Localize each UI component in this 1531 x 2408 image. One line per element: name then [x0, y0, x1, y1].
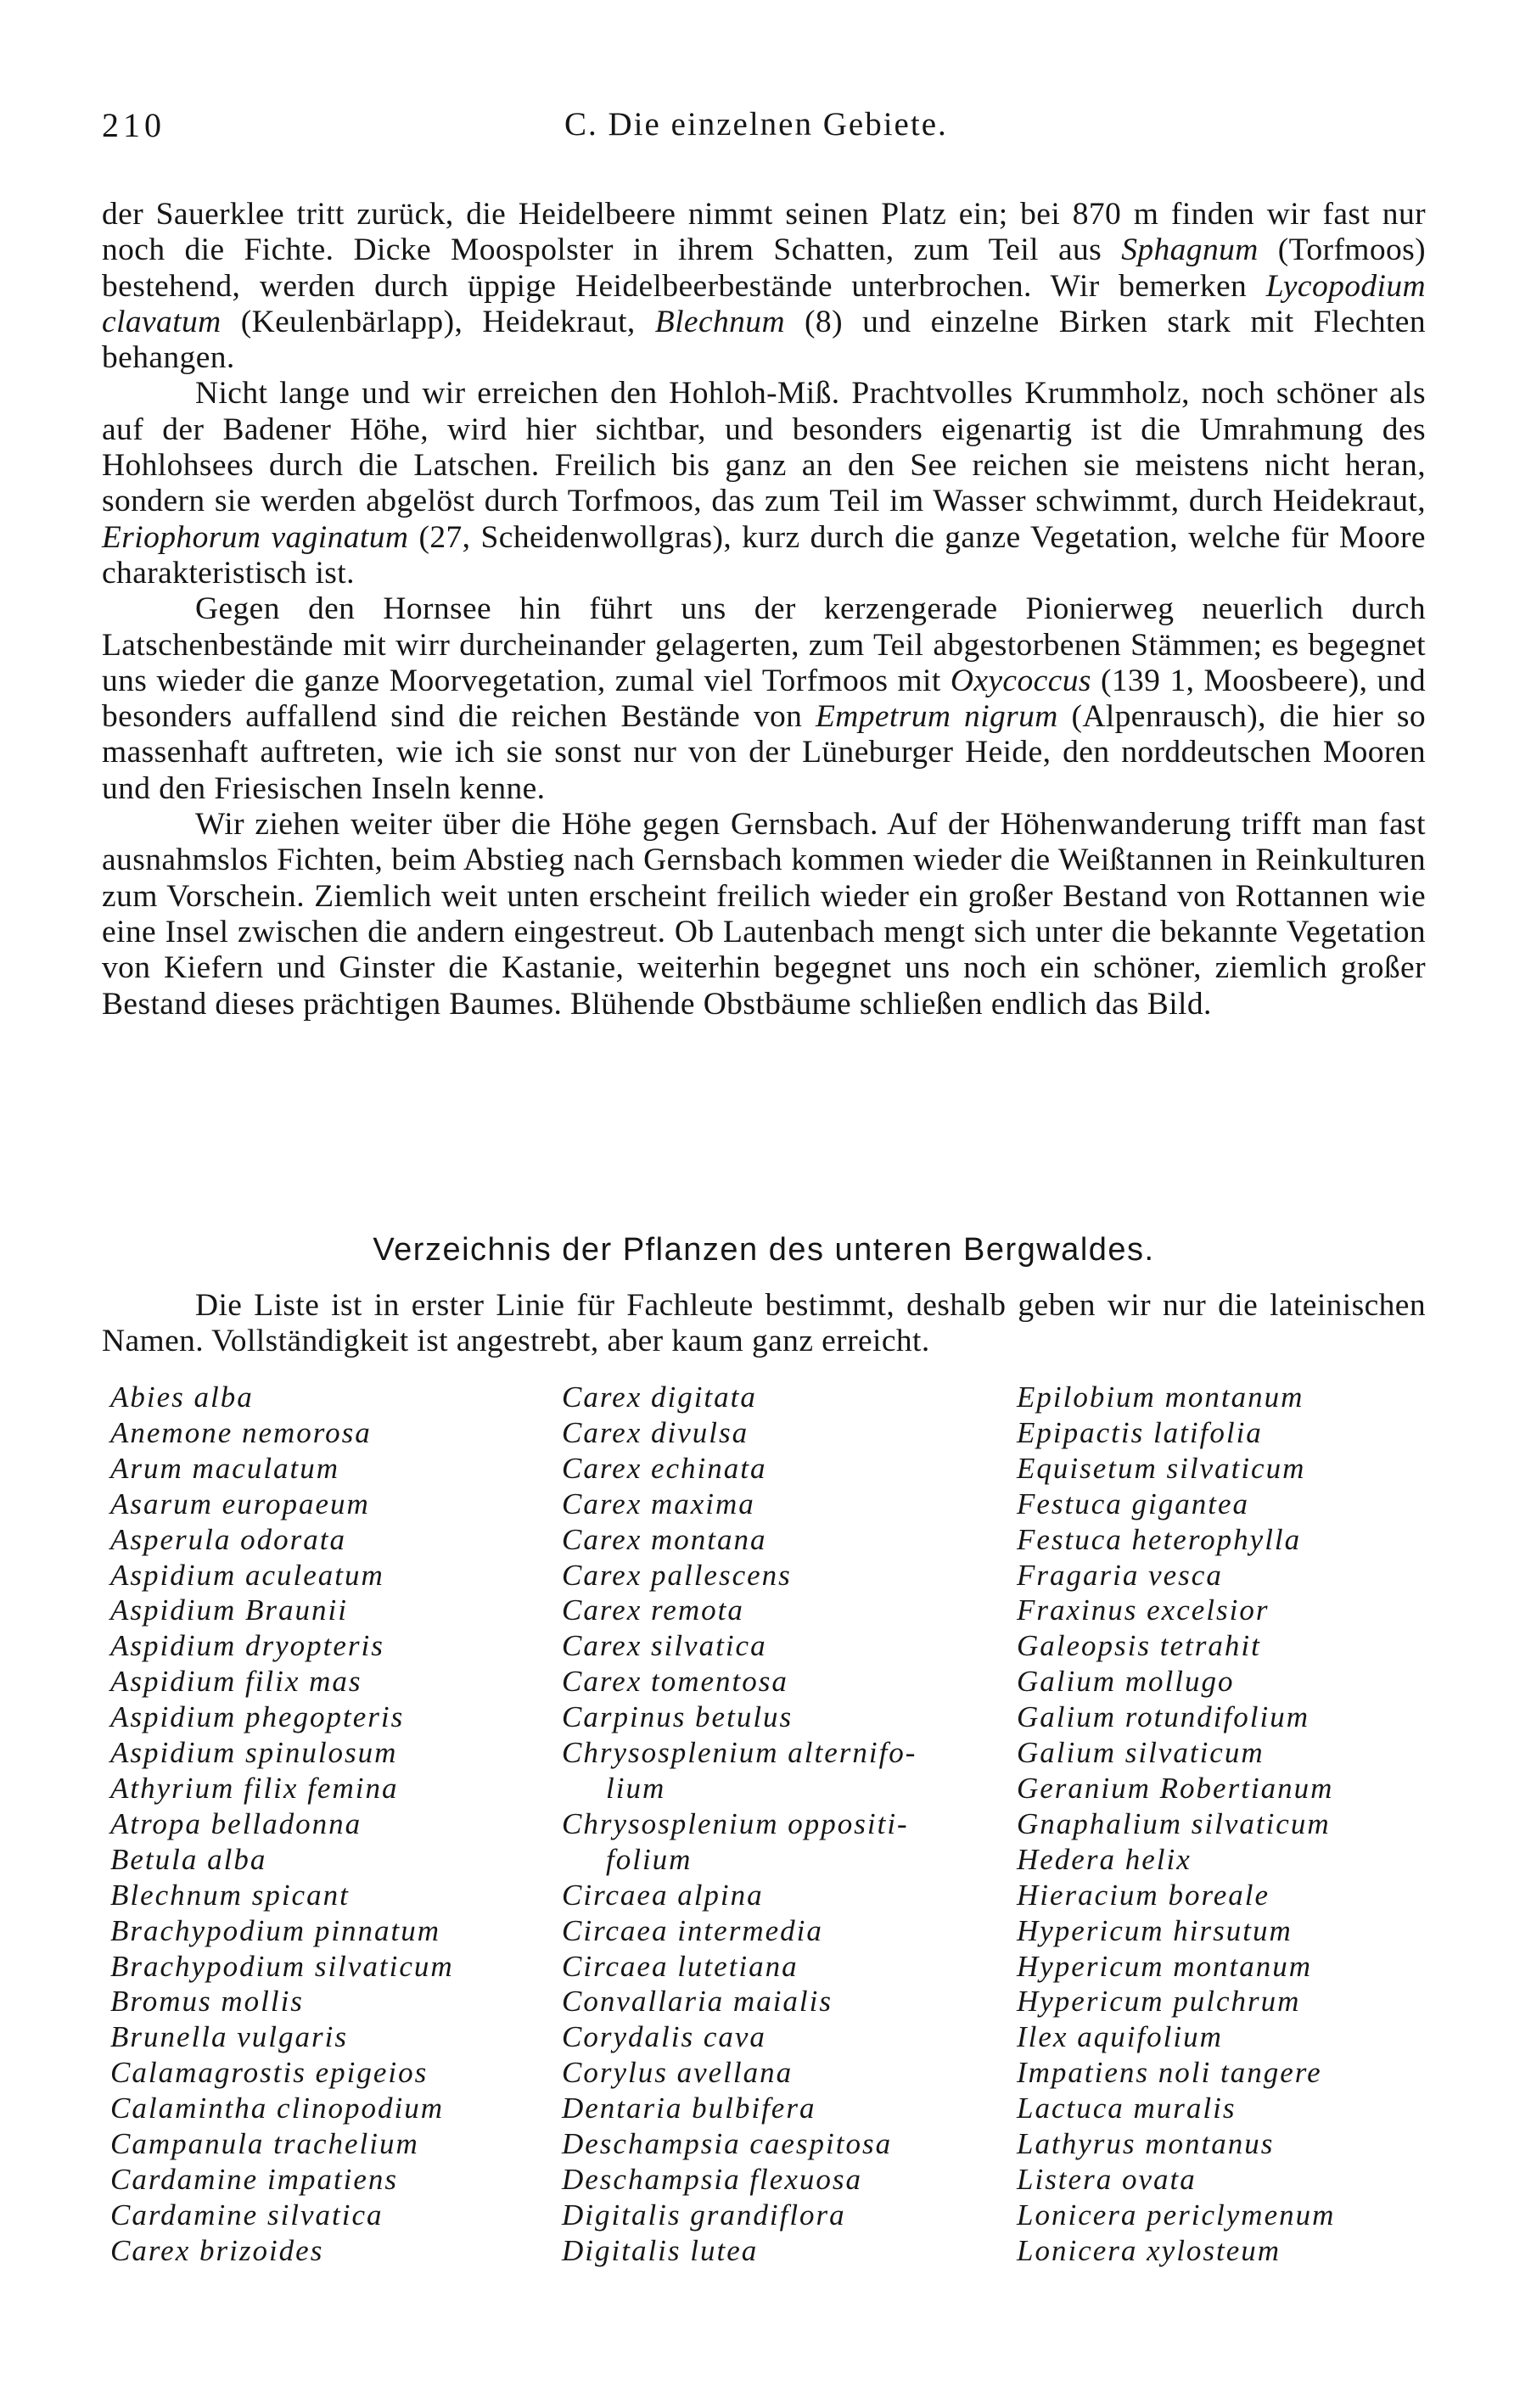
- plant-name: Festuca gigantea: [1017, 1487, 1250, 1520]
- plant-name: Hypericum hirsutum: [1017, 1913, 1293, 1947]
- plant-name: Ilex aquifolium: [1017, 2020, 1223, 2054]
- plant-name: Carex remota: [562, 1593, 744, 1627]
- plant-name: Circaea lutetiana: [562, 1949, 799, 1983]
- paragraph-3: Gegen den Hornsee hin führt uns der kerzengerade Pionierweg neuerlich durch Latschenbestände mit wirr durcheinander gelagerten, zum Teil abgestorbenen Stämmen; es begegnet uns wieder die ganze Moorvegetation, zumal viel Torfmoos mit Oxycoccus (139 1, Moosbeere), und besonders auffallend sind die reichen Bestände von Empetrum nigrum (Alpenrausch), die hier so massenhaft auftreten, wie ich sie sonst nur von der Lüneburger Heide, den norddeutschen Mooren und den Friesischen Inseln kenne.: [102, 591, 1427, 806]
- plant-name: Hypericum montanum: [1017, 1949, 1313, 1983]
- plant-name: Abies alba: [110, 1380, 254, 1414]
- body-text: [102, 197, 1426, 1022]
- plant-name: Circaea intermedia: [562, 1913, 823, 1947]
- paragraph-4: Wir ziehen weiter über die Höhe gegen Gernsbach. Auf der Höhenwanderung trifft man fast ausnahmslos Fichten, beim Abstieg nach Gernsbach kommen wieder die Weißtannen in Reinkulturen zum Vorschein. Ziemlich weit unten erscheint freilich wieder ein großer Bestand von Rottannen wie eine Insel zwischen die andern eingestreut. Ob Lautenbach mengt sich unter die bekannte Vegetation von Kiefern und Ginster die Kastanie, weiterhin begegnet uns noch ein schöner, ziemlich großer Bestand dieses prächtigen Baumes. Blühende Obstbäume schließen endlich das Bild.: [102, 807, 1426, 1022]
- plant-name: lium: [606, 1771, 666, 1805]
- plant-name: Aspidium aculeatum: [110, 1558, 384, 1592]
- section-heading: Verzeichnis der Pflanzen des unteren Bergwaldes.: [373, 1232, 1155, 1268]
- plant-name: Deschampsia caespitosa: [562, 2127, 893, 2161]
- plant-name: Carex digitata: [562, 1380, 757, 1414]
- plant-name: Digitalis grandiflora: [562, 2198, 846, 2232]
- plant-name: Gnaphalium silvaticum: [1017, 1806, 1331, 1840]
- plant-name: Impatiens noli tangere: [1017, 2056, 1322, 2090]
- plant-name: Cardamine impatiens: [110, 2162, 399, 2196]
- plant-name: Galium rotundifolium: [1017, 1700, 1309, 1734]
- plant-name: Brachypodium pinnatum: [110, 1913, 441, 1947]
- plant-name: Listera ovata: [1017, 2162, 1197, 2196]
- plant-name: Anemone nemorosa: [110, 1415, 372, 1449]
- plant-name: Hypericum pulchrum: [1017, 1985, 1301, 2019]
- plant-name: Epilobium montanum: [1017, 1380, 1304, 1414]
- plant-name: Cardamine silvatica: [110, 2198, 384, 2232]
- plant-name: Aspidium Braunii: [110, 1593, 348, 1627]
- plant-name: Carex tomentosa: [562, 1665, 788, 1699]
- plant-name: Dentaria bulbifera: [562, 2092, 816, 2125]
- plant-name: Lonicera xylosteum: [1017, 2233, 1281, 2267]
- plant-name: Galium silvaticum: [1017, 1736, 1265, 1770]
- section-intro: Die Liste ist in erster Linie für Fachleute bestimmt, deshalb geben wir nur die lateinischen Namen. Vollständigkeit ist angestrebt, aber kaum ganz erreicht.: [102, 1288, 1426, 1359]
- plant-name: Athyrium filix femina: [110, 1771, 399, 1805]
- plant-name: Fraxinus excelsior: [1017, 1593, 1270, 1627]
- plant-name: Campanula trachelium: [110, 2127, 419, 2161]
- plant-name: Galeopsis tetrahit: [1017, 1629, 1261, 1663]
- plant-name: Corydalis cava: [562, 2020, 766, 2054]
- plant-name: Carex silvatica: [562, 1629, 767, 1663]
- plant-name: Aspidium spinulosum: [110, 1736, 398, 1770]
- plant-name: Betula alba: [110, 1842, 267, 1876]
- plant-name: Lathyrus montanus: [1017, 2127, 1275, 2161]
- plant-name: Festuca heterophylla: [1017, 1522, 1302, 1556]
- plant-name: Lonicera periclymenum: [1017, 2198, 1336, 2232]
- plant-name: Lactuca muralis: [1017, 2092, 1237, 2125]
- plant-name: Bromus mollis: [110, 1985, 304, 2019]
- plant-name: Arum maculatum: [110, 1451, 340, 1485]
- page-number: 210: [102, 106, 165, 144]
- paragraph-1: der Sauerklee tritt zurück, die Heidelbeere nimmt seinen Platz ein; bei 870 m finden wir fast nur noch die Fichte. Dicke Moospolster in ihrem Schatten, zum Teil aus Sphagnum (Torfmoos) bestehend, werden durch üppige Heidelbeerbestände unterbrochen. Wir bemerken Lycopodium clavatum (Keulenbärlapp), Heidekraut, Blechnum (8) und einzelne Birken stark mit Flechten behangen.: [102, 197, 1427, 376]
- plant-name: Corylus avellana: [562, 2056, 794, 2090]
- plant-name: Carex maxima: [562, 1487, 755, 1520]
- plant-name: Carex montana: [562, 1522, 767, 1556]
- plant-name: Carex pallescens: [562, 1558, 792, 1592]
- plant-name: Hieracium boreale: [1017, 1878, 1270, 1912]
- plant-name: Epipactis latifolia: [1017, 1415, 1263, 1449]
- plant-column-2: [562, 1380, 1003, 2269]
- plant-name: Galium mollugo: [1017, 1665, 1235, 1699]
- plant-name: Circaea alpina: [562, 1878, 764, 1912]
- paragraph-2: Nicht lange und wir erreichen den Hohloh-Miß. Prachtvolles Krummholz, noch schöner als auf der Badener Höhe, wird hier sichtbar, und besonders eigenartig ist die Umrahmung des Hohlohsees durch die Latschen. Freilich bis ganz an den See reichen sie meistens nicht heran, sondern sie werden abgelöst durch Torfmoos, das zum Teil im Wasser schwimmt, durch Heidekraut, Eriophorum vaginatum (27, Scheidenwollgras), kurz durch die ganze Vegetation, welche für Moore charakteristisch ist.: [102, 376, 1426, 591]
- plant-name: Carpinus betulus: [562, 1700, 794, 1734]
- running-head: C. Die einzelnen Gebiete.: [564, 106, 948, 143]
- plant-name: Brachypodium silvaticum: [110, 1949, 454, 1983]
- page-header: [102, 105, 1422, 156]
- plant-name: Hedera helix: [1017, 1842, 1192, 1876]
- plant-column-3: [1017, 1380, 1441, 2269]
- plant-column-1: [110, 1380, 552, 2269]
- plant-name: Asperula odorata: [110, 1522, 346, 1556]
- plant-name: Blechnum spicant: [110, 1878, 350, 1912]
- plant-name: Chrysosplenium oppositi-: [562, 1806, 909, 1840]
- plant-name: Carex echinata: [562, 1451, 767, 1485]
- plant-name: Carex divulsa: [562, 1415, 749, 1449]
- plant-name: Fragaria vesca: [1017, 1558, 1223, 1592]
- plant-name: Brunella vulgaris: [110, 2020, 348, 2054]
- plant-name: Convallaria maialis: [562, 1985, 833, 2019]
- plant-name: Equisetum silvaticum: [1017, 1451, 1306, 1485]
- plant-name: Digitalis lutea: [562, 2233, 759, 2267]
- plant-name: Aspidium dryopteris: [110, 1629, 384, 1663]
- plant-name: Deschampsia flexuosa: [562, 2162, 862, 2196]
- plant-name: Carex brizoides: [110, 2233, 324, 2267]
- plant-name: Asarum europaeum: [110, 1487, 370, 1520]
- plant-name: folium: [606, 1842, 693, 1876]
- plant-name: Atropa belladonna: [110, 1806, 362, 1840]
- plant-name: Chrysosplenium alternifo-: [562, 1736, 917, 1770]
- plant-name: Aspidium filix mas: [110, 1665, 362, 1699]
- plant-name: Aspidium phegopteris: [110, 1700, 405, 1734]
- plant-name: Calamintha clinopodium: [110, 2092, 445, 2125]
- plant-name: Calamagrostis epigeios: [110, 2056, 429, 2090]
- plant-name: Geranium Robertianum: [1017, 1771, 1334, 1805]
